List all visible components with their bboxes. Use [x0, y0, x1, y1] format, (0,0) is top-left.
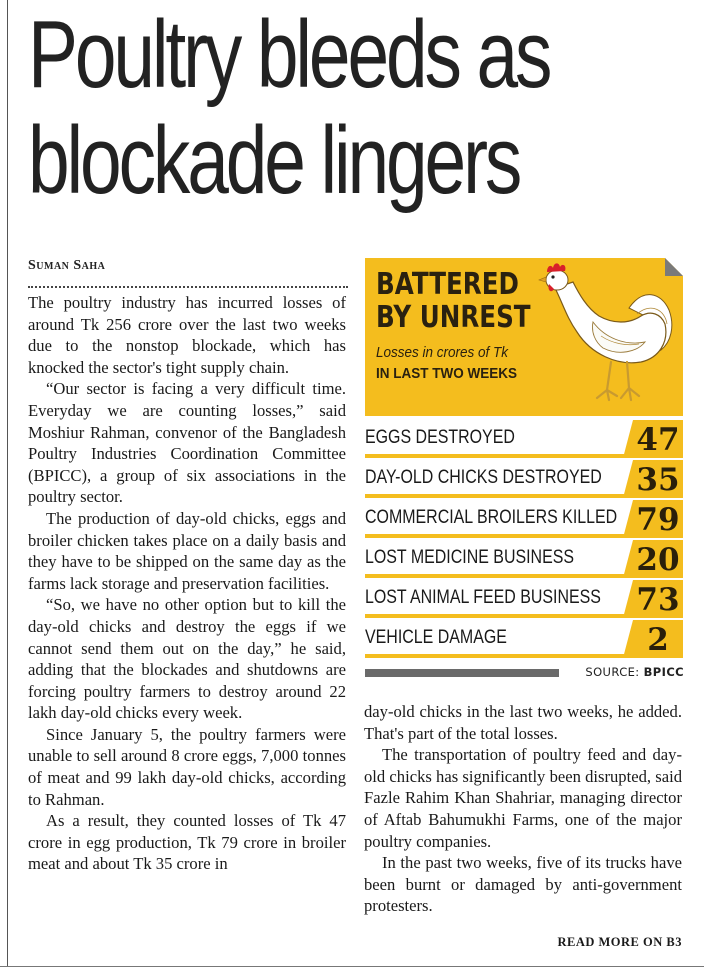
loss-label: LOST MEDICINE BUSINESS [365, 547, 575, 568]
loss-value: 20 [633, 540, 683, 578]
infographic-title-line-2: BY UNREST [376, 300, 531, 335]
loss-value: 79 [633, 500, 683, 538]
infographic-title [376, 268, 531, 334]
source-name: BPICC [643, 665, 684, 679]
paragraph: The production of day-old chicks, eggs and broiler chicken takes place on a daily basis and they have to be shipped on the same day as the farms lack storage and preservation facilities. [28, 508, 346, 593]
loss-label: VEHICLE DAMAGE [365, 627, 507, 648]
headline [28, 2, 551, 214]
loss-label: DAY-OLD CHICKS DESTROYED [365, 467, 602, 488]
infographic-period: IN LAST TWO WEEKS [376, 365, 518, 382]
headline-line-1: Poultry bleeds as [28, 1, 550, 108]
paragraph: The transportation of poultry feed and day-old chicks has significantly been disrupted, said Fazle Rahim Khan Shahriar, managing director of Aftab Bahumukhi Farms, one of the major poultry companies. [364, 745, 682, 851]
paragraph: The poultry industry has incurred losses of around Tk 256 crore over the last two weeks due to the nonstop blockade, which has knocked the sector's tight supply chain. [28, 293, 346, 377]
source-credit [566, 665, 684, 679]
infographic-unit: Losses in crores of Tk [376, 344, 509, 361]
hen-illustration [533, 258, 683, 416]
paragraph: “Our sector is facing a very difficult time. Everyday we are counting losses,” said Moshiur Rahman, convenor of the Bangladesh Poultry Industries Coordination Committee (BPICC), a group of six associations in the poultry sector. [28, 379, 346, 507]
paragraph: In the past two weeks, five of its trucks have been burnt or damaged by anti-government protesters. [364, 853, 682, 916]
source-bar [365, 669, 559, 677]
loss-label: LOST ANIMAL FEED BUSINESS [365, 587, 601, 608]
paragraph: As a result, they counted losses of Tk 47 crore in egg production, Tk 79 crore in broiler meat and about Tk 35 crore in [28, 811, 346, 874]
paragraph: “So, we have no other option but to kill the day-old chicks and destroy the eggs if we cannot send them out on the day,” he said, adding that the blockades and shutdowns are forcing poultry farmers to destroy around 22 lakh day-old chicks every week. [28, 595, 346, 723]
loss-row-eggs [365, 420, 683, 460]
infographic-title-line-1: BATTERED [376, 267, 519, 302]
value-wedge [623, 420, 633, 458]
article-column-right [364, 701, 682, 917]
loss-value: 35 [633, 460, 683, 498]
loss-value: 73 [633, 580, 683, 618]
value-wedge [623, 620, 633, 658]
loss-label: COMMERCIAL BROILERS KILLED [365, 507, 618, 528]
value-wedge [623, 460, 633, 498]
loss-row-medicine [365, 540, 683, 580]
byline: Suman Saha [28, 258, 106, 273]
loss-row-chicks [365, 460, 683, 500]
byline-divider [28, 286, 348, 288]
loss-label: EGGS DESTROYED [365, 427, 515, 448]
value-wedge [623, 540, 633, 578]
infographic-header [365, 258, 683, 416]
loss-value: 47 [633, 420, 683, 458]
loss-row-broilers [365, 500, 683, 540]
value-wedge [623, 580, 633, 618]
read-more-jump: READ MORE ON B3 [557, 935, 682, 949]
column-rule [7, 0, 8, 966]
paragraph: day-old chicks in the last two weeks, he added. That's part of the total losses. [364, 702, 682, 743]
loss-row-vehicle [365, 620, 683, 660]
bottom-rule [0, 966, 704, 967]
headline-line-2: blockade lingers [28, 107, 520, 214]
article-column-left [28, 292, 346, 875]
loss-value: 2 [633, 620, 683, 658]
source-label: SOURCE: [585, 665, 640, 679]
paragraph: Since January 5, the poultry farmers were unable to sell around 8 crore eggs, 7,000 tonnes of meat and 99 lakh day-old chicks, according to Rahman. [28, 724, 346, 809]
loss-row-feed [365, 580, 683, 620]
value-wedge [623, 500, 633, 538]
